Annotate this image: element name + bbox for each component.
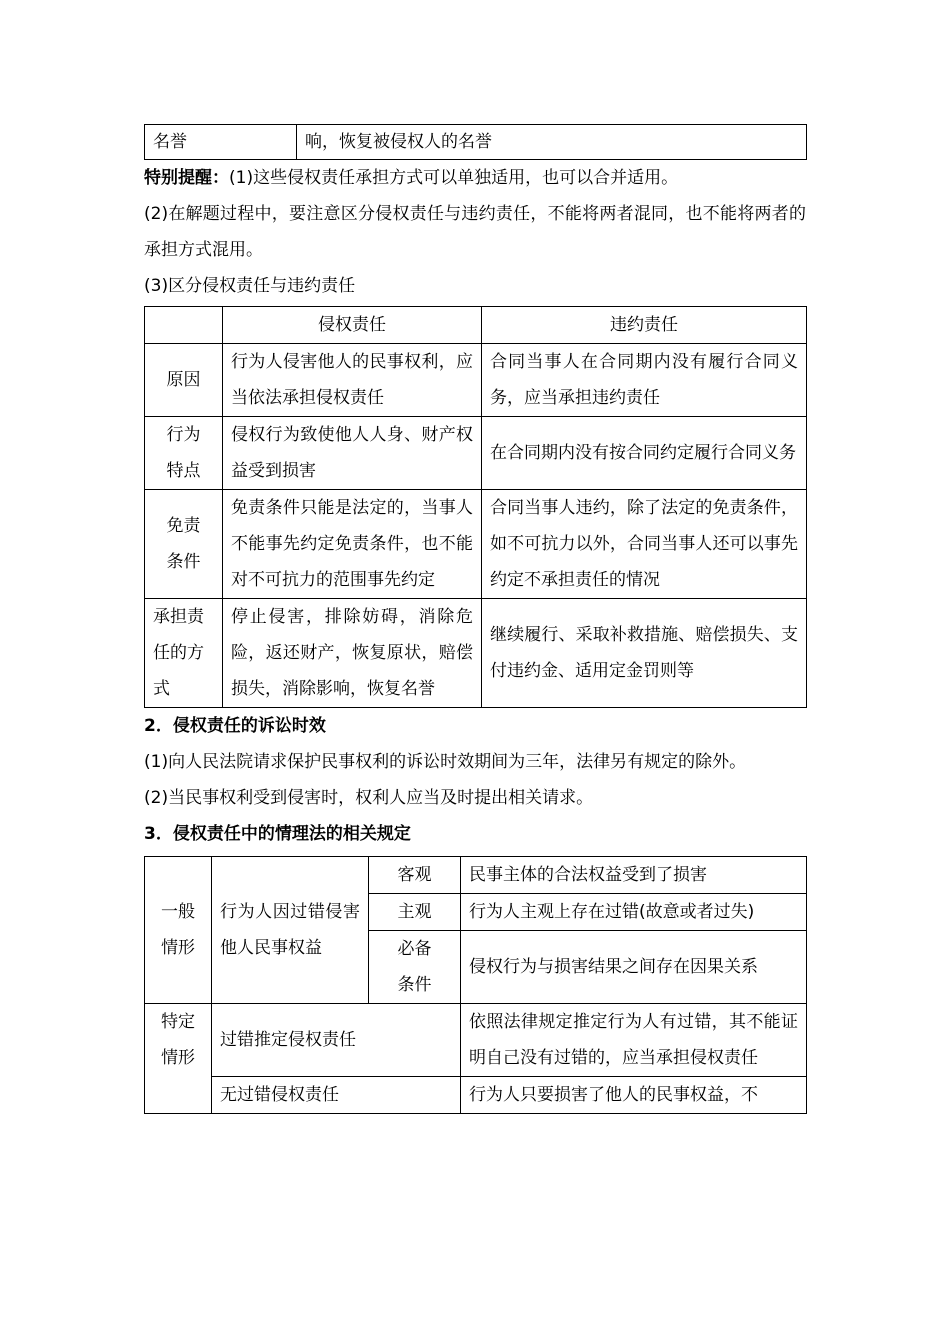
table-cell: 行为人因过错侵害他人民事权益 [212,857,369,1004]
table-cell: 民事主体的合法权益受到了损害 [461,857,807,894]
section-2-paragraph-2: (2)当民事权利受到侵害时，权利人应当及时提出相关请求。 [144,788,594,808]
table-cell: 免责条件只能是法定的，当事人不能事先约定免责条件，也不能对不可抗力的范围事先约定 [223,490,482,599]
row-label: 承担责任的方式 [145,599,223,708]
table-cell: 依照法律规定推定行为人有过错，其不能证明自己没有过错的，应当承担侵权责任 [461,1004,807,1077]
table-cell: 侵权行为与损害结果之间存在因果关系 [461,931,807,1004]
section-2-paragraph-1: (1)向人民法院请求保护民事权利的诉讼时效期间为三年，法律另有规定的除外。 [144,752,747,772]
header-cell: 违约责任 [482,307,807,344]
document-page [144,124,806,1114]
table-cell: 无过错侵权责任 [212,1077,461,1114]
table-cell: 必备条件 [369,931,461,1004]
table-cell: 在合同期内没有按合同约定履行合同义务 [482,417,807,490]
table-cell: 停止侵害，排除妨碍，消除危险，返还财产，恢复原状，赔偿损失，消除影响，恢复名誉 [223,599,482,708]
table-continuation [144,124,807,160]
tip-text-1: (1)这些侵权责任承担方式可以单独适用，也可以合并适用。 [229,168,679,188]
table-row [145,1077,807,1114]
row-label: 行为特点 [145,417,223,490]
table-cell: 合同当事人在合同期内没有履行合同义务，应当承担违约责任 [482,344,807,417]
table-cell: 客观 [369,857,461,894]
section-3-heading [144,816,806,852]
table-cell: 名誉 [145,125,297,160]
section-3-heading-text: 3．侵权责任中的情理法的相关规定 [144,824,411,844]
header-cell: 侵权责任 [223,307,482,344]
row-label: 一般情形 [145,857,212,1004]
tip-paragraph-3: (3)区分侵权责任与违约责任 [144,276,356,296]
section-2-heading-text: 2．侵权责任的诉讼时效 [144,716,326,736]
table-cell: 响，恢复被侵权人的名誉 [297,125,807,160]
table-cell: 继续履行、采取补救措施、赔偿损失、支付违约金、适用定金罚则等 [482,599,807,708]
tip-label: 特别提醒： [144,168,229,188]
table-row [145,344,807,417]
tip-paragraph-1 [144,160,806,196]
table-cell: 行为人侵害他人的民事权利，应当依法承担侵权责任 [223,344,482,417]
table-row [145,490,807,599]
table-row [145,417,807,490]
table-row [145,857,807,894]
tip-paragraph-2: (2)在解题过程中，要注意区分侵权责任与违约责任，不能将两者混同，也不能将两者的承担方式混用。 [144,204,806,260]
table-cell: 侵权行为致使他人人身、财产权益受到损害 [223,417,482,490]
table-cell: 行为人主观上存在过错(故意或者过失) [461,894,807,931]
row-label: 免责条件 [145,490,223,599]
table-row [145,125,807,160]
row-label: 原因 [145,344,223,417]
row-label: 特定情形 [145,1004,212,1114]
table-header-row [145,307,807,344]
table-cell: 行为人只要损害了他人的民事权益，不 [461,1077,807,1114]
rules-table [144,856,807,1114]
table-row [145,599,807,708]
comparison-table [144,306,807,708]
table-cell: 过错推定侵权责任 [212,1004,461,1077]
header-cell [145,307,223,344]
table-cell: 主观 [369,894,461,931]
table-row [145,1004,807,1077]
section-2-heading [144,708,806,744]
table-cell: 合同当事人违约，除了法定的免责条件，如不可抗力以外，合同当事人还可以事先约定不承担责任的情况 [482,490,807,599]
